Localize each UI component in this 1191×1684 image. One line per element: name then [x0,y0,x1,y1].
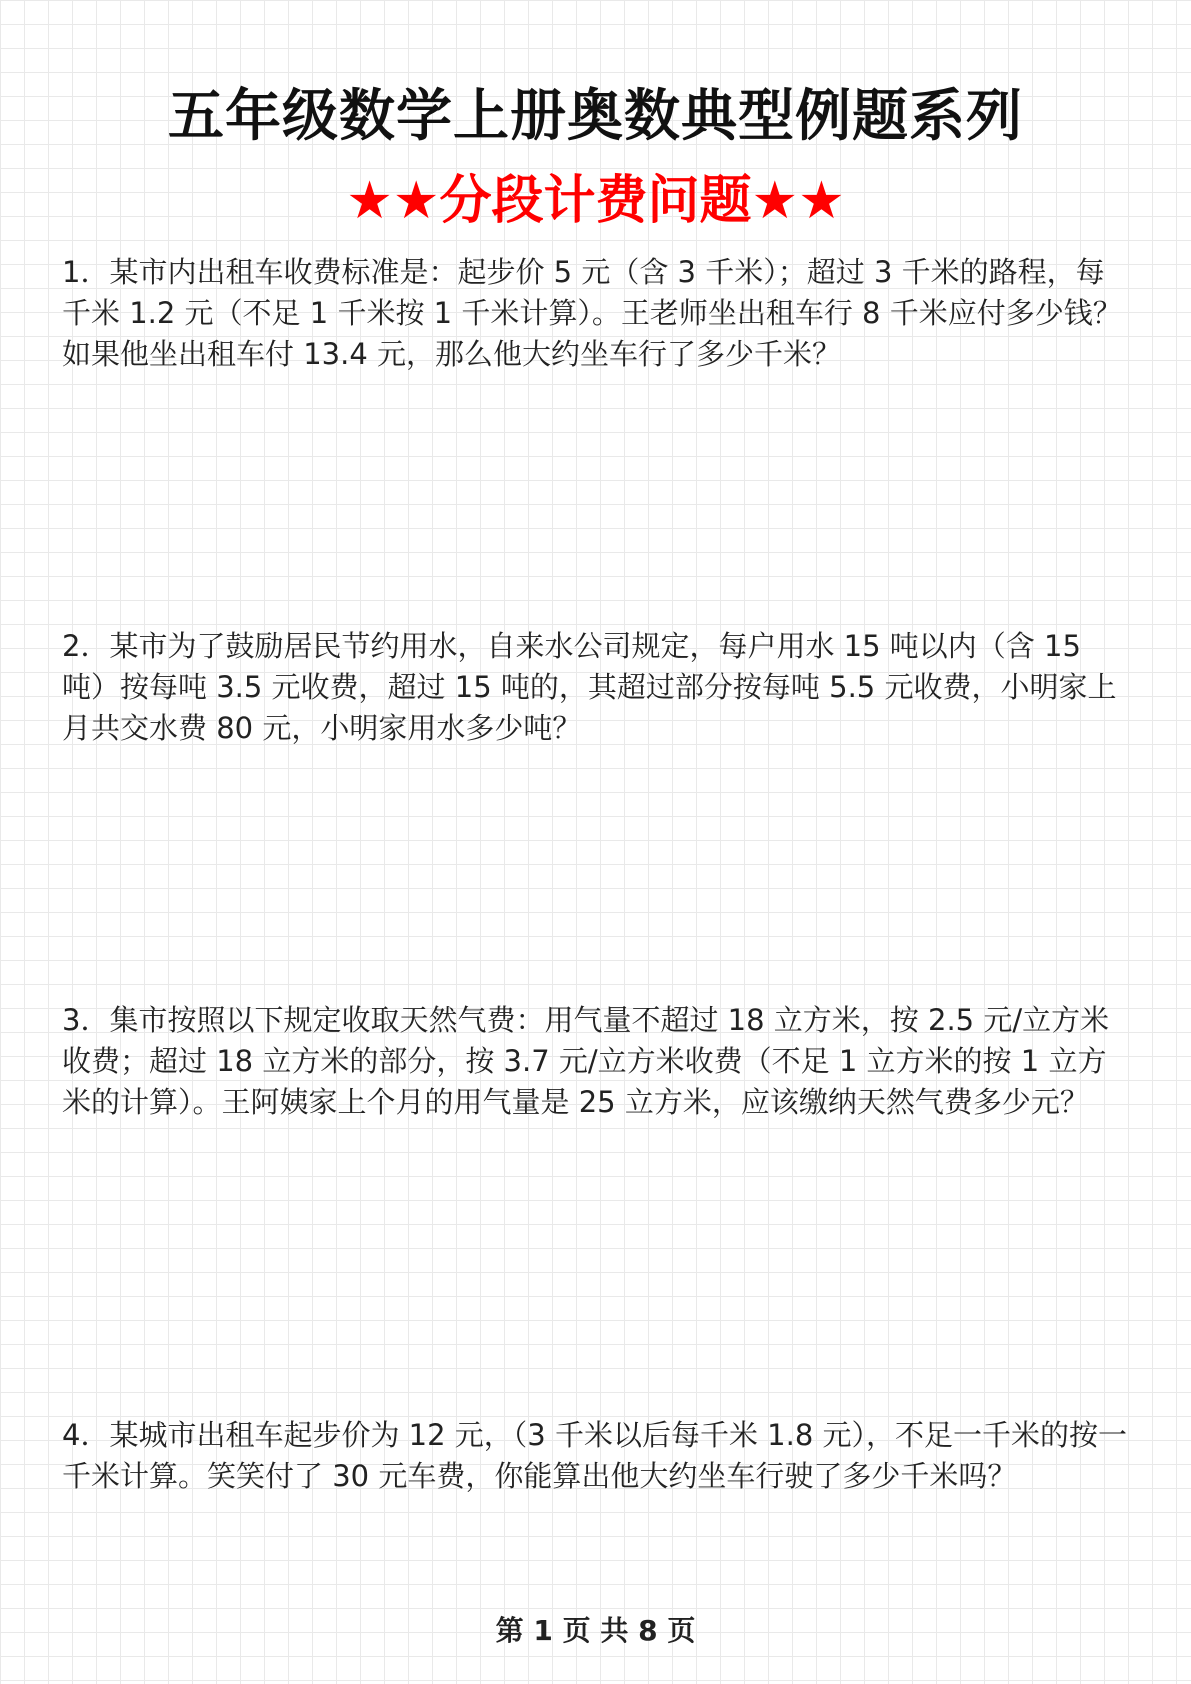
question-1: 1．某市内出租车收费标准是：起步价 5 元（含 3 千米）；超过 3 千米的路程，每千米 1.2 元（不足 1 千米按 1 千米计算）。王老师坐出租车行 8 千米应付多少钱？如果他坐出租车付 13.4 元，那么他大约坐车行了多少千米？ [62,255,1122,371]
page-footer: 第 1 页 共 8 页 [495,1614,696,1647]
question-4: 4．某城市出租车起步价为 12 元，（3 千米以后每千米 1.8 元），不足一千米的按一千米计算。笑笑付了 30 元车费，你能算出他大约坐车行驶了多少千米吗？ [62,1418,1128,1493]
question-3: 3．集市按照以下规定收取天然气费：用气量不超过 18 立方米，按 2.5 元/立方米收费；超过 18 立方米的部分，按 3.7 元/立方米收费（不足 1 立方米的按 1 立方米的计算）。王阿姨家上个月的用气量是 25 立方米，应该缴纳天然气费多少元？ [62,1003,1110,1119]
question-2: 2．某市为了鼓励居民节约用水，自来水公司规定，每户用水 15 吨以内（含 15 吨）按每吨 3.5 元收费，超过 15 吨的，其超过部分按每吨 5.5 元收费，小明家上月共交水费 80 元，小明家用水多少吨？ [62,629,1117,745]
page-title: 五年级数学上册奥数典型例题系列 [168,84,1023,149]
page-subtitle: ★★分段计费问题★★ [346,171,845,231]
